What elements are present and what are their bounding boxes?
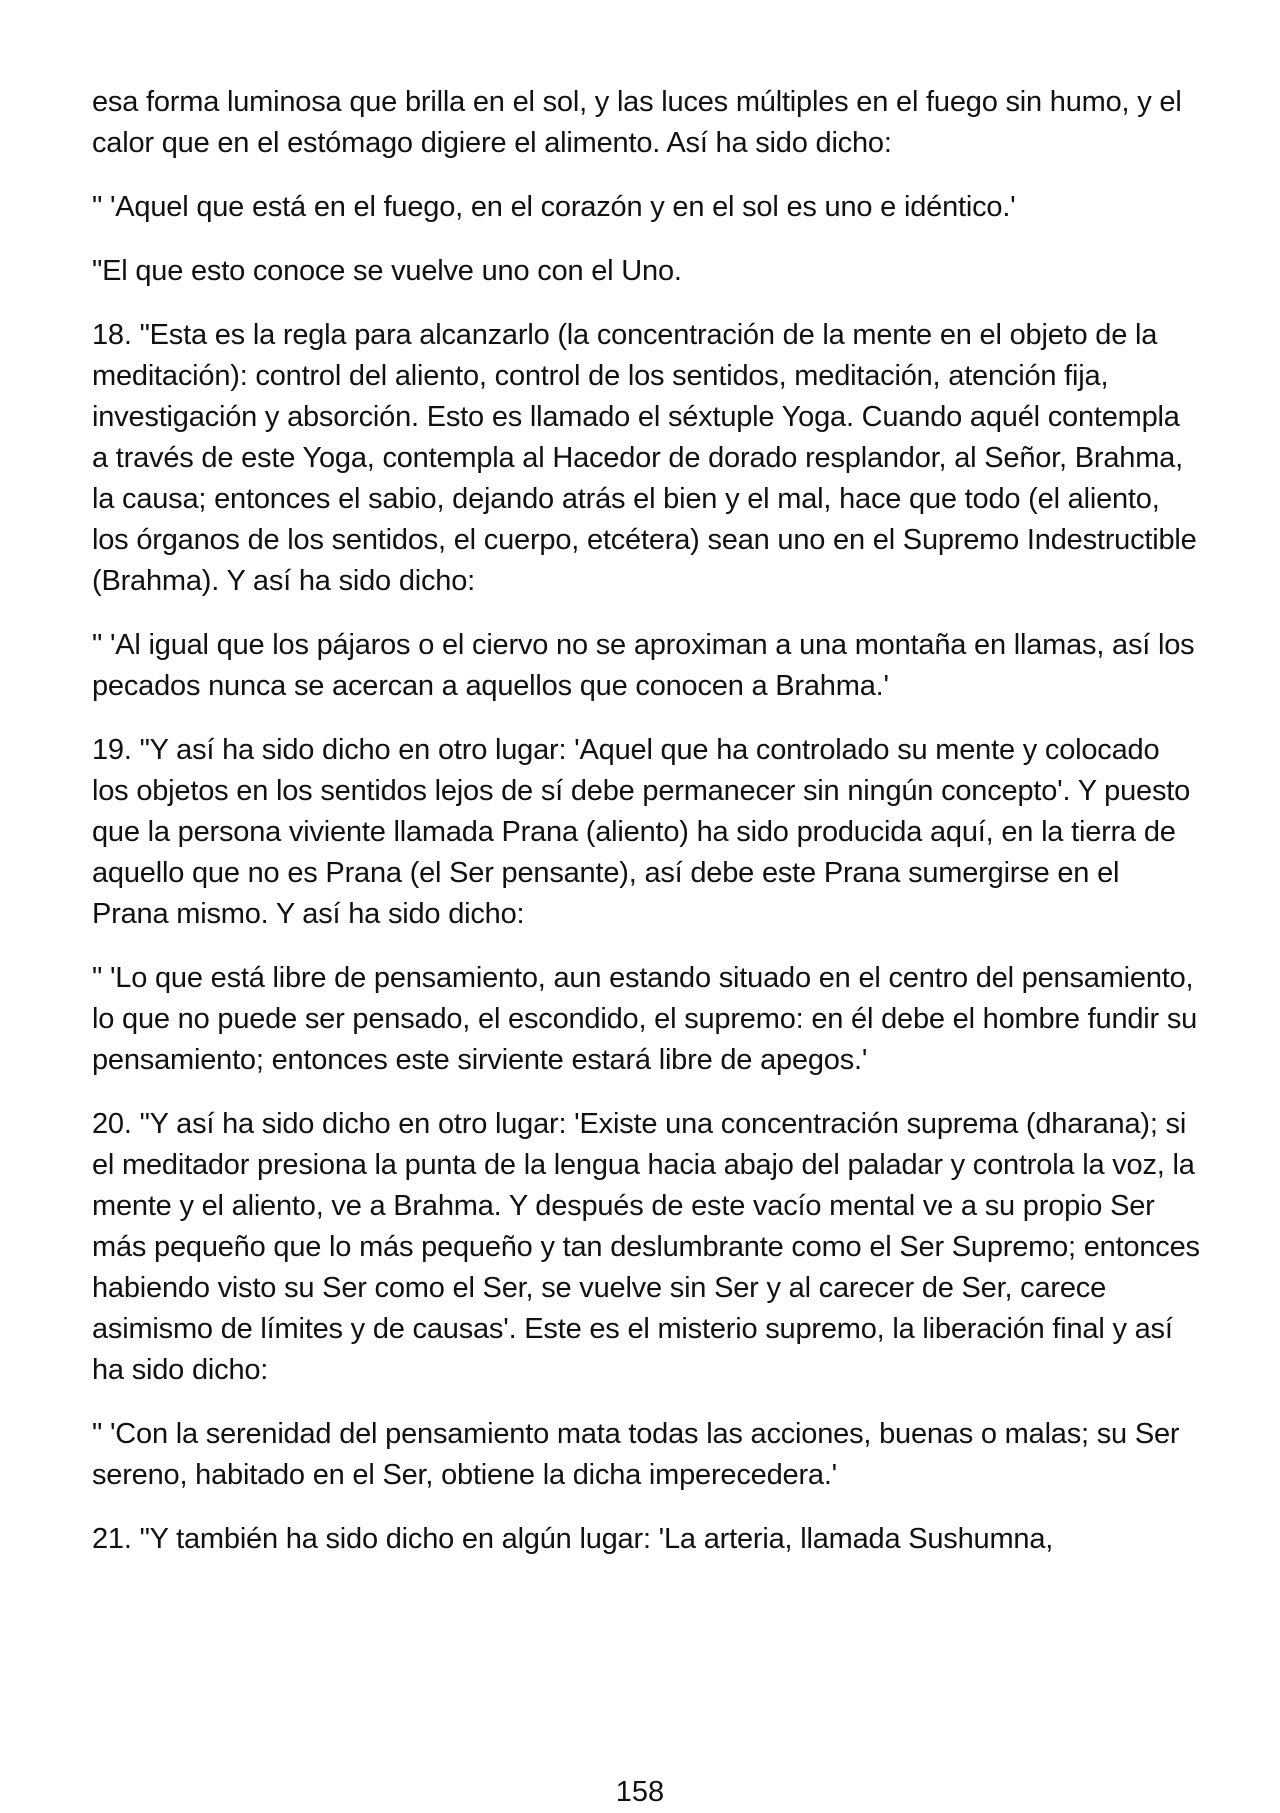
verse-18-paragraph: 18. "Esta es la regla para alcanzarlo (la concentración de la mente en el objeto de la meditación): control del aliento, control de los sentidos, meditación, atención fija, investigación y absorción. Esto es llamado el séxtuple Yoga. Cuando aquél contempla a través de este Yoga, contempla al Hacedor de dorado resplandor, al Señor, Brahma, la causa; entonces el sabio, dejando atrás el bien y el mal, hace que todo (el aliento, los órganos de los sentidos, el cuerpo, etcétera) sean uno en el Supremo Indestructible (Brahma). Y así ha sido dicho:	[92, 319, 1197, 597]
verse-19-paragraph: 19. "Y así ha sido dicho en otro lugar: 'Aquel que ha controlado su mente y colocado los objetos en los sentidos lejos de sí debe permanecer sin ningún concepto'. Y puesto que la persona viviente llamada Prana (aliento) ha sido producida aquí, en la tierra de aquello que no es Prana (el Ser pensante), así debe este Prana sumergirse en el Prana mismo. Y así ha sido dicho:	[92, 734, 1191, 930]
quote-paragraph: " 'Aquel que está en el fuego, en el corazón y en el sol es uno e idéntico.'	[92, 191, 1016, 223]
paragraph: "El que esto conoce se vuelve uno con el Uno.	[92, 255, 682, 287]
quote-paragraph: " 'Lo que está libre de pensamiento, aun estando situado en el centro del pensamiento, lo que no puede ser pensado, el escondido, el supremo: en él debe el hombre fundir su pensamiento; entonces este sirviente estará libre de apegos.'	[92, 962, 1198, 1076]
page-number: 158	[615, 1776, 665, 1808]
paragraph: esa forma luminosa que brilla en el sol, y las luces múltiples en el fuego sin humo, y el calor que en el estómago digiere el alimento. Así ha sido dicho:	[92, 86, 1182, 159]
verse-21-paragraph: 21. "Y también ha sido dicho en algún lugar: 'La arteria, llamada Sushumna,	[92, 1523, 1054, 1555]
quote-paragraph: " 'Con la serenidad del pensamiento mata todas las acciones, buenas o malas; su Ser sereno, habitado en el Ser, obtiene la dicha imperecedera.'	[92, 1418, 1180, 1491]
page-body	[92, 82, 1202, 1583]
verse-20-paragraph: 20. "Y así ha sido dicho en otro lugar: 'Existe una concentración suprema (dharana); si el meditador presiona la punta de la lengua hacia abajo del paladar y controla la voz, la mente y el aliento, ve a Brahma. Y después de este vacío mental ve a su propio Ser más pequeño que lo más pequeño y tan deslumbrante como el Ser Supremo; entonces habiendo visto su Ser como el Ser, se vuelve sin Ser y al carecer de Ser, carece asimismo de límites y de causas'. Este es el misterio supremo, la liberación final y así ha sido dicho:	[92, 1108, 1200, 1386]
quote-paragraph: " 'Al igual que los pájaros o el ciervo no se aproximan a una montaña en llamas, así los pecados nunca se acercan a aquellos que conocen a Brahma.'	[92, 629, 1195, 702]
